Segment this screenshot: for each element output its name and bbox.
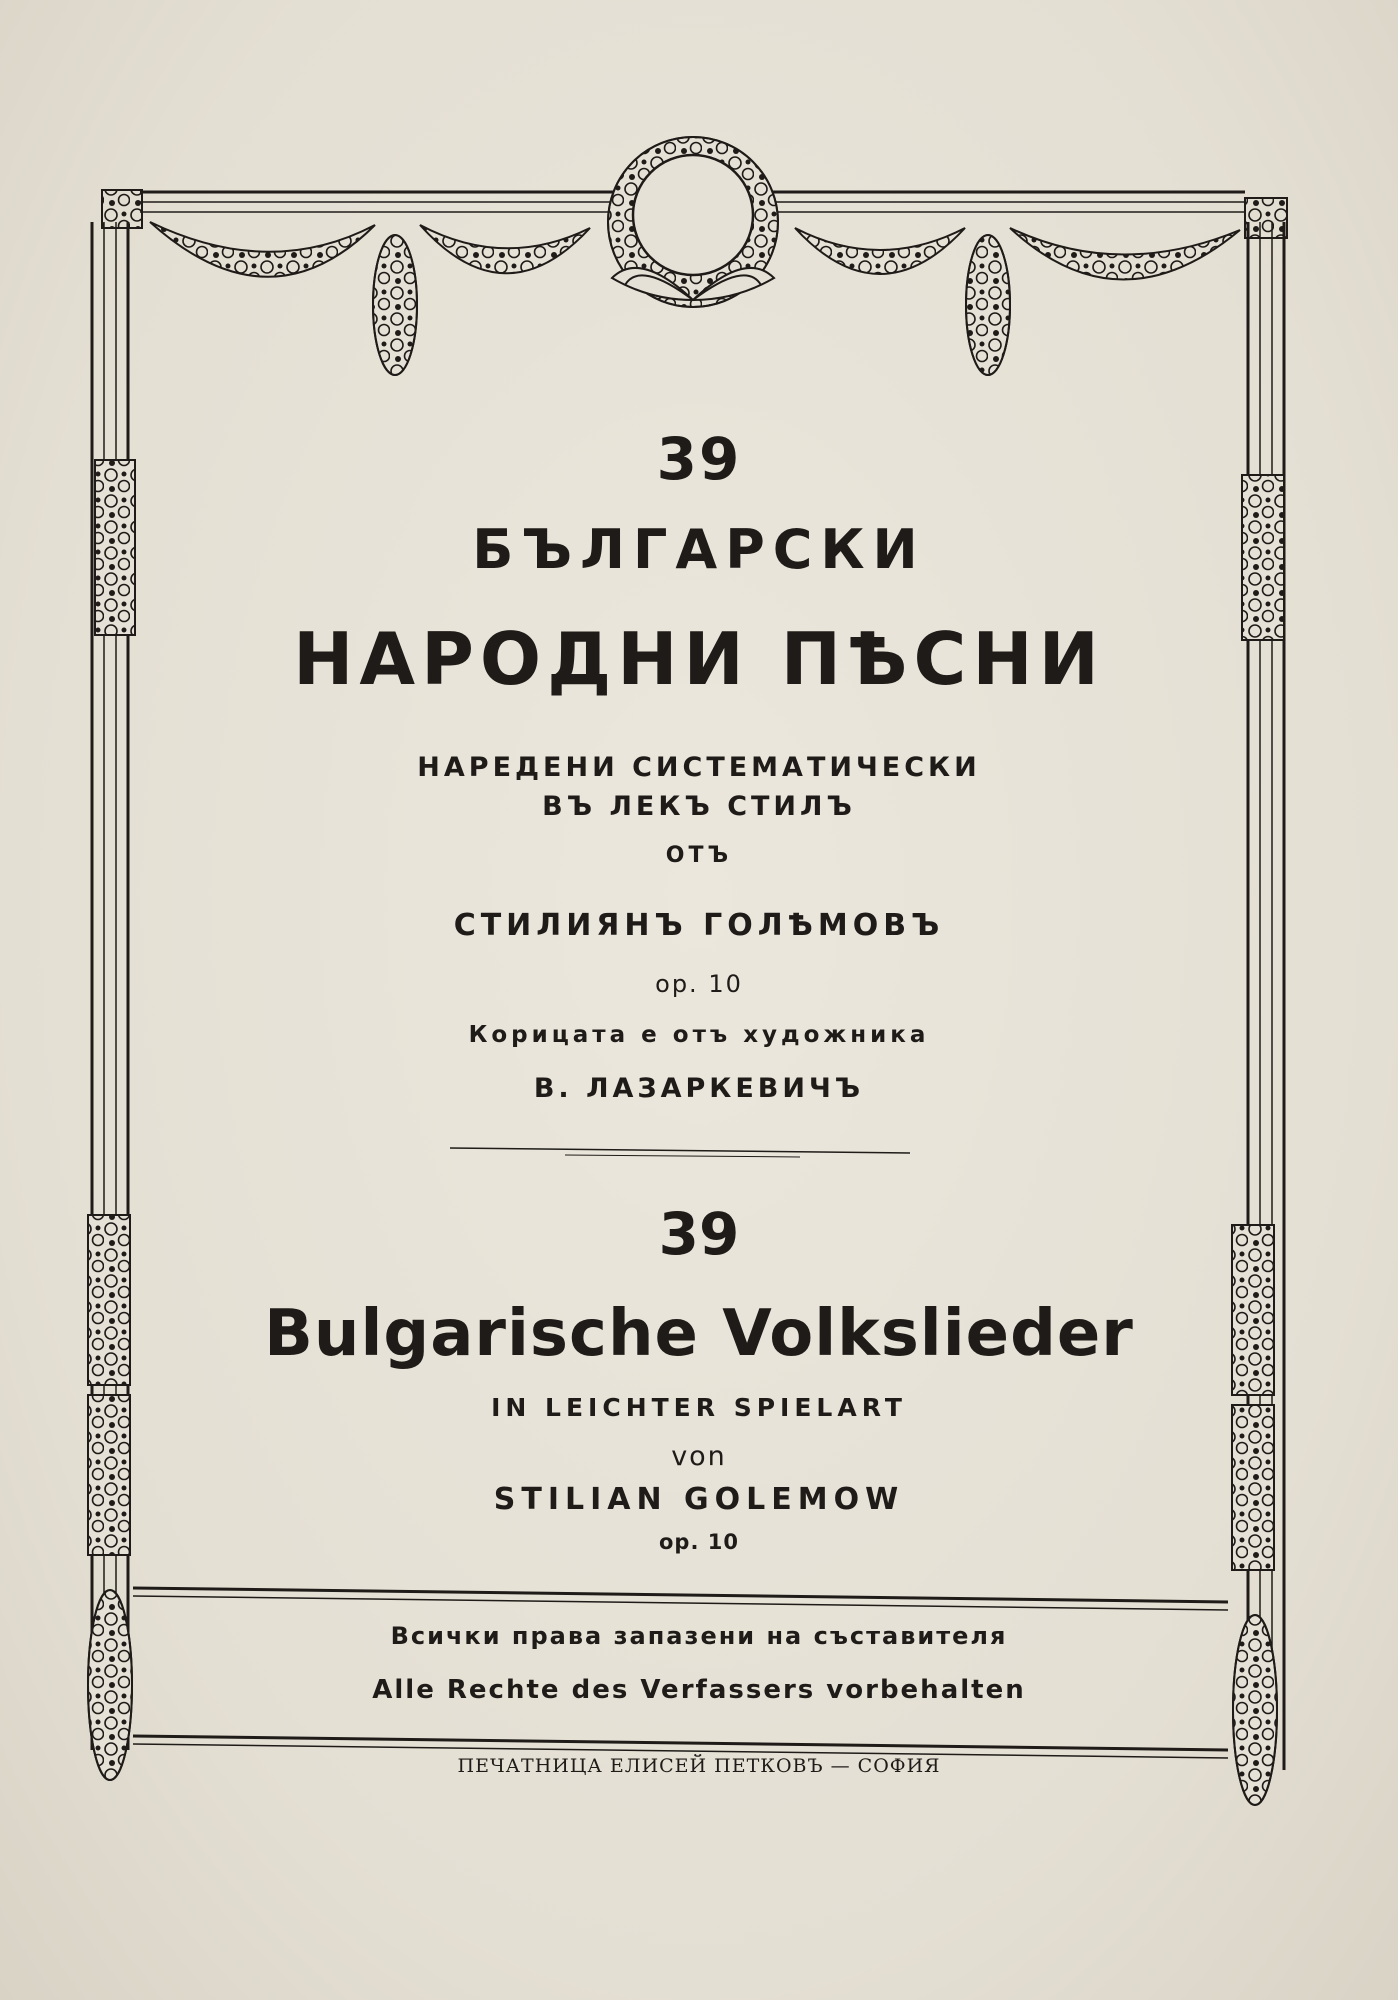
artist-name: В. ЛАЗАРКЕВИЧЪ [533, 1073, 865, 1104]
number-bulgarian: 39 [656, 425, 742, 493]
number-german: 39 [658, 1200, 740, 1268]
title-german: Bulgarische Volkslieder [264, 1297, 1134, 1371]
subtitle-bulgarian-line2: ВЪ ЛЕКЪ СТИЛЪ [542, 791, 856, 822]
wreath [608, 137, 778, 307]
title-bulgarian-line1: БЪЛГАРСКИ [472, 518, 926, 581]
author-german: STILIAN GOLEMOW [493, 1482, 905, 1517]
subtitle-bulgarian-line1: НАРЕДЕНИ СИСТЕМАТИЧЕСКИ [417, 752, 981, 783]
footer-rules [133, 1588, 1228, 1758]
printer-imprint: ПЕЧАТНИЦА ЕЛИСЕЙ ПЕТКОВЪ — СОФИЯ [457, 1755, 941, 1777]
rights-german: Alle Rechte des Verfassers vorbehalten [372, 1675, 1026, 1705]
author-bulgarian: СТИЛИЯНЪ ГОЛѢМОВЪ [453, 908, 945, 943]
by-bulgarian: ОТЪ [665, 843, 733, 868]
separator-rule [450, 1148, 910, 1157]
cover-credit: Корицата е отъ художника [468, 1022, 930, 1048]
title-bulgarian-line2: НАРОДНИ ПѢСНИ [293, 617, 1105, 701]
rights-bulgarian: Всички права запазени на съставителя [390, 1622, 1008, 1650]
opus-bulgarian: op. 10 [655, 970, 743, 998]
opus-german: op. 10 [659, 1530, 739, 1554]
by-german: von [671, 1441, 727, 1472]
subtitle-german: IN LEICHTER SPIELART [491, 1393, 907, 1422]
